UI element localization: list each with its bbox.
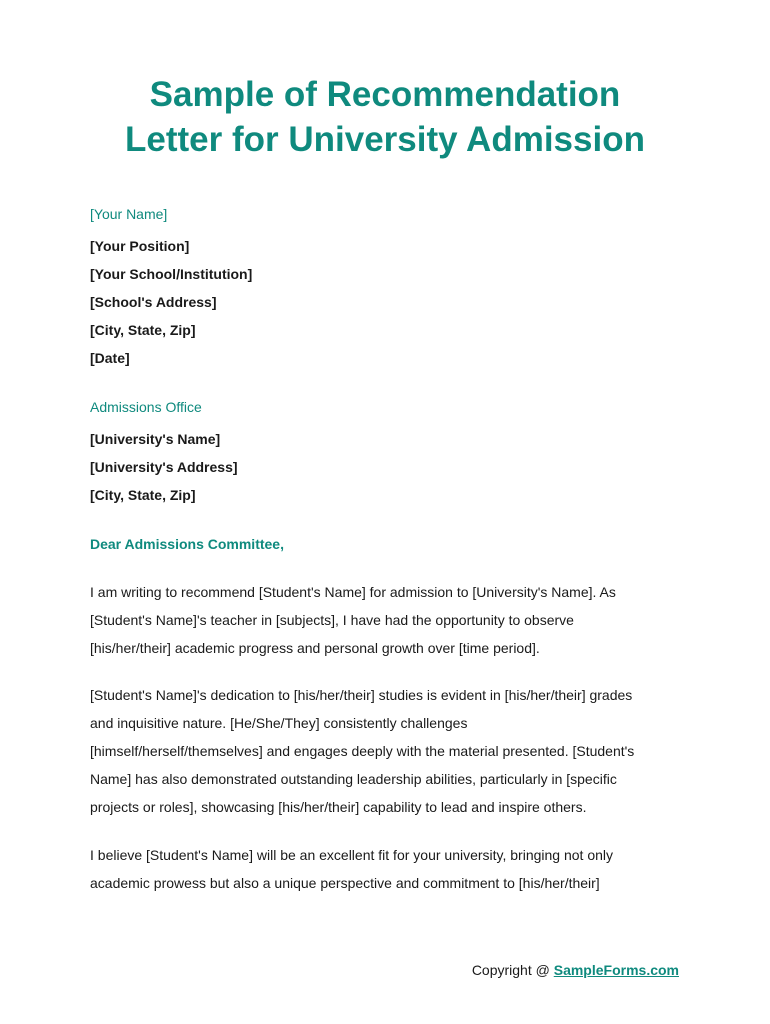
- paragraph-1: [90, 578, 690, 662]
- sender-position: [Your Position]: [90, 238, 190, 254]
- paragraph-3: [90, 841, 690, 897]
- salutation-block: [90, 530, 690, 558]
- paragraph-line: [Student's Name]'s teacher in [subjects], I have had the opportunity to observe: [90, 612, 574, 628]
- recipient-university-name: [University's Name]: [90, 431, 221, 447]
- sender-city-state-zip: [City, State, Zip]: [90, 322, 196, 338]
- recipient-heading: Admissions Office: [90, 399, 202, 415]
- sender-institution: [Your School/Institution]: [90, 266, 253, 282]
- paragraph-line: and inquisitive nature. [He/She/They] consistently challenges: [90, 715, 468, 731]
- title-line-2: Letter for University Admission: [125, 120, 645, 159]
- sender-date: [Date]: [90, 350, 130, 366]
- paragraph-line: [his/her/their] academic progress and personal growth over [time period].: [90, 640, 540, 656]
- paragraph-line: I believe [Student's Name] will be an excellent fit for your university, bringing not only: [90, 847, 614, 863]
- paragraph-2: [90, 681, 690, 821]
- paragraph-line: I am writing to recommend [Student's Name] for admission to [University's Name]. As: [90, 584, 616, 600]
- paragraph-line: projects or roles], showcasing [his/her/their] capability to lead and inspire others.: [90, 799, 587, 815]
- recipient-block: [90, 393, 690, 509]
- sampleforms-link[interactable]: SampleForms.com: [553, 962, 679, 978]
- paragraph-line: [himself/herself/themselves] and engages deeply with the material presented. [Student's: [90, 743, 635, 759]
- recipient-city-state-zip: [City, State, Zip]: [90, 487, 196, 503]
- recipient-university-address: [University's Address]: [90, 459, 238, 475]
- sender-block: [90, 200, 690, 372]
- paragraph-line: [Student's Name]'s dedication to [his/her/their] studies is evident in [his/her/their] grades: [90, 687, 633, 703]
- sender-name: [Your Name]: [90, 206, 168, 222]
- salutation: Dear Admissions Committee,: [90, 536, 284, 552]
- sender-address: [School's Address]: [90, 294, 217, 310]
- paragraph-line: academic prowess but also a unique perspective and commitment to [his/her/their]: [90, 875, 600, 891]
- copyright-footer: [472, 962, 679, 978]
- copyright-text: Copyright @: [471, 962, 554, 978]
- paragraph-line: Name] has also demonstrated outstanding leadership abilities, particularly in [specific: [90, 771, 617, 787]
- document-title: [0, 72, 770, 162]
- title-line-1: Sample of Recommendation: [149, 75, 621, 114]
